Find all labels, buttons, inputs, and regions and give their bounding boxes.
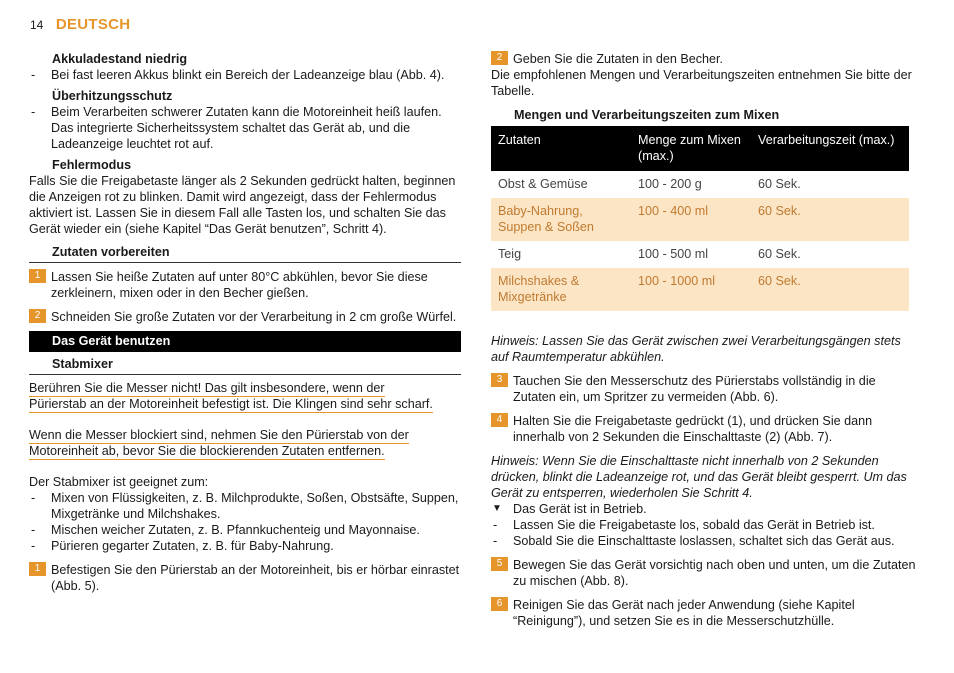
- dash-bullet: -: [31, 105, 36, 119]
- table-cell: 60 Sek.: [751, 198, 909, 241]
- step-number-badge: 5: [491, 557, 508, 571]
- step-text: Befestigen Sie den Pürierstab an der Motoreinheit, bis er hörbar einrastet (Abb. 5).: [51, 563, 460, 593]
- result-text: Das Gerät ist in Betrieb.: [513, 502, 647, 516]
- column-header: Zutaten: [491, 126, 631, 171]
- step: [29, 309, 461, 325]
- step-text: Lassen Sie heiße Zutaten auf unter 80°C abkühlen, bevor Sie diese zerkleinern, mixen oder in den Becher gießen.: [51, 270, 428, 300]
- note-text: Hinweis: Lassen Sie das Gerät zwischen zwei Verarbeitungsgängen stets auf Raumtemperatur abkühlen.: [491, 334, 901, 364]
- column-header: Menge zum Mixen (max.): [631, 126, 751, 171]
- step-text: Halten Sie die Freigabetaste gedrückt (1), und drücken Sie dann innerhalb von 2 Sekunden die Einschalttaste (2) (Abb. 7).: [513, 414, 873, 444]
- stab-heading: Stabmixer: [29, 356, 461, 375]
- table-header-row: [491, 126, 909, 171]
- table-cell: 100 - 200 g: [638, 177, 702, 191]
- table-cell: Baby-Nahrung, Suppen & Soßen: [491, 198, 631, 241]
- table-row: [491, 198, 909, 241]
- list-item: [491, 517, 921, 533]
- warning-line: [29, 396, 461, 412]
- list-item-text: Mixen von Flüssigkeiten, z. B. Milchprodukte, Soßen, Obstsäfte, Suppen, Mixgetränke und Milchshakes.: [51, 491, 459, 521]
- error-heading: Fehlermodus: [52, 158, 132, 172]
- error-text: Falls Sie die Freigabetaste länger als 2 Sekunden gedrückt halten, beginnen die Anzeigen rot zu blinken. Damit wird angezeigt, dass der Fehlermodus aktiviert ist. Lassen Sie in diesem Fall alle Tasten los, und schalten Sie das Gerät wieder ein (siehe Kapitel “Das Gerät benutzen”, Schritt 4).: [29, 174, 456, 236]
- table-heading: Mengen und Verarbeitungszeiten zum Mixen: [514, 108, 780, 122]
- dash-bullet: -: [31, 491, 36, 505]
- table-cell: 100 - 1000 ml: [631, 268, 751, 311]
- uses-intro: Der Stabmixer ist geeignet zum:: [29, 475, 209, 489]
- dash-bullet: -: [31, 539, 36, 553]
- akku-heading: Akkuladestand niedrig: [52, 52, 188, 66]
- list-item: [29, 104, 461, 152]
- table-row: [491, 171, 909, 198]
- prep-heading: Zutaten vorbereiten: [29, 244, 461, 263]
- list-item: [29, 67, 461, 83]
- note-text: Hinweis: Wenn Sie die Einschalttaste nicht innerhalb von 2 Sekunden drücken, blinkt die Ladeanzeige rot, und das Gerät bleibt gesperrt. Um das Gerät zu entsperren, wiederholen Sie Schritt 4.: [491, 454, 907, 500]
- table-cell: 60 Sek.: [758, 247, 801, 261]
- page-number: 14: [30, 18, 44, 32]
- list-item-text: Pürieren gegarter Zutaten, z. B. für Baby-Nahrung.: [51, 539, 334, 553]
- list-item-text: Sobald Sie die Einschalttaste loslassen, schaltet sich das Gerät aus.: [513, 534, 895, 548]
- warning-text: Berühren Sie die Messer nicht! Das gilt insbesondere, wenn der: [29, 381, 385, 395]
- table-cell: 60 Sek.: [758, 177, 801, 191]
- step-number-badge: 4: [491, 413, 508, 427]
- list-item-text: Lassen Sie die Freigabetaste los, sobald das Gerät in Betrieb ist.: [513, 518, 875, 532]
- step: [491, 597, 921, 629]
- step: [491, 413, 921, 445]
- list-item: [29, 522, 461, 538]
- result-arrow-icon: ▼: [492, 503, 502, 514]
- list-item-text: Bei fast leeren Akkus blinkt ein Bereich der Ladeanzeige blau (Abb. 4).: [51, 68, 445, 82]
- step: [491, 373, 921, 405]
- section-bar: Das Gerät benutzen: [29, 331, 461, 352]
- warning-text: Wenn die Messer blockiert sind, nehmen Sie den Pürierstab von der: [29, 428, 409, 442]
- table-row: [491, 268, 909, 311]
- warning-line: [29, 443, 461, 459]
- warning-text: Pürierstab an der Motoreinheit befestigt ist. Die Klingen sind sehr scharf.: [29, 397, 433, 411]
- step-number-badge: 2: [491, 51, 508, 65]
- table-cell: Milchshakes & Mixgetränke: [491, 268, 631, 311]
- table-cell: 100 - 500 ml: [638, 247, 709, 261]
- step-text: Reinigen Sie das Gerät nach jeder Anwendung (siehe Kapitel “Reinigung”), und setzen Sie es in die Messerschutzhülle.: [513, 598, 855, 628]
- list-item-text: Mischen weicher Zutaten, z. B. Pfannkuchenteig und Mayonnaise.: [51, 523, 420, 537]
- step-text: Tauchen Sie den Messerschutz des Pürierstabs vollständig in die Zutaten ein, um Spritzer zu vermeiden (Abb. 6).: [513, 374, 876, 404]
- step-number-badge: 1: [29, 269, 46, 283]
- warning-line: [29, 380, 461, 396]
- list-item: [29, 538, 461, 554]
- overheat-heading: Überhitzungsschutz: [52, 89, 173, 103]
- table-row: [491, 241, 909, 268]
- column-header: Verarbeitungszeit (max.): [751, 126, 909, 171]
- dash-bullet: -: [31, 523, 36, 537]
- step-number-badge: 2: [29, 309, 46, 323]
- warning-block: [29, 380, 461, 412]
- step-text: Schneiden Sie große Zutaten vor der Verarbeitung in 2 cm große Würfel.: [51, 310, 457, 324]
- list-item-text: Beim Verarbeiten schwerer Zutaten kann die Motoreinheit heiß laufen. Das integrierte Sicherheitssystem schaltet das Gerät ab, und die Ladeanzeige leuchtet rot auf.: [51, 105, 442, 151]
- step: [491, 51, 921, 67]
- warning-line: [29, 427, 461, 443]
- right-column: [491, 51, 921, 629]
- dash-bullet: -: [493, 534, 498, 548]
- list-item: [491, 533, 921, 549]
- step-number-badge: 3: [491, 373, 508, 387]
- step-number-badge: 6: [491, 597, 508, 611]
- warning-block: [29, 427, 461, 459]
- quantities-table: [491, 126, 909, 311]
- table-cell: 100 - 400 ml: [631, 198, 751, 241]
- language-title: DEUTSCH: [55, 16, 131, 33]
- table-cell: 60 Sek.: [751, 268, 909, 311]
- step: [491, 557, 921, 589]
- dash-bullet: -: [31, 68, 36, 82]
- list-item: [29, 490, 461, 522]
- step: [29, 562, 461, 594]
- table-cell: Teig: [498, 247, 522, 261]
- warning-text: Motoreinheit ab, bevor Sie die blockierenden Zutaten entfernen.: [29, 444, 385, 458]
- result-item: [491, 501, 921, 517]
- step-text: Bewegen Sie das Gerät vorsichtig nach oben und unten, um die Zutaten zu mischen (Abb. 8).: [513, 558, 916, 588]
- step-text: Geben Sie die Zutaten in den Becher.: [513, 52, 724, 66]
- table-cell: Obst & Gemüse: [498, 177, 588, 191]
- page-header: [30, 16, 130, 34]
- step: [29, 269, 461, 301]
- step2-text: Die empfohlenen Mengen und Verarbeitungszeiten entnehmen Sie bitte der Tabelle.: [491, 68, 912, 98]
- left-column: [29, 51, 461, 594]
- dash-bullet: -: [493, 518, 498, 532]
- step-number-badge: 1: [29, 562, 46, 576]
